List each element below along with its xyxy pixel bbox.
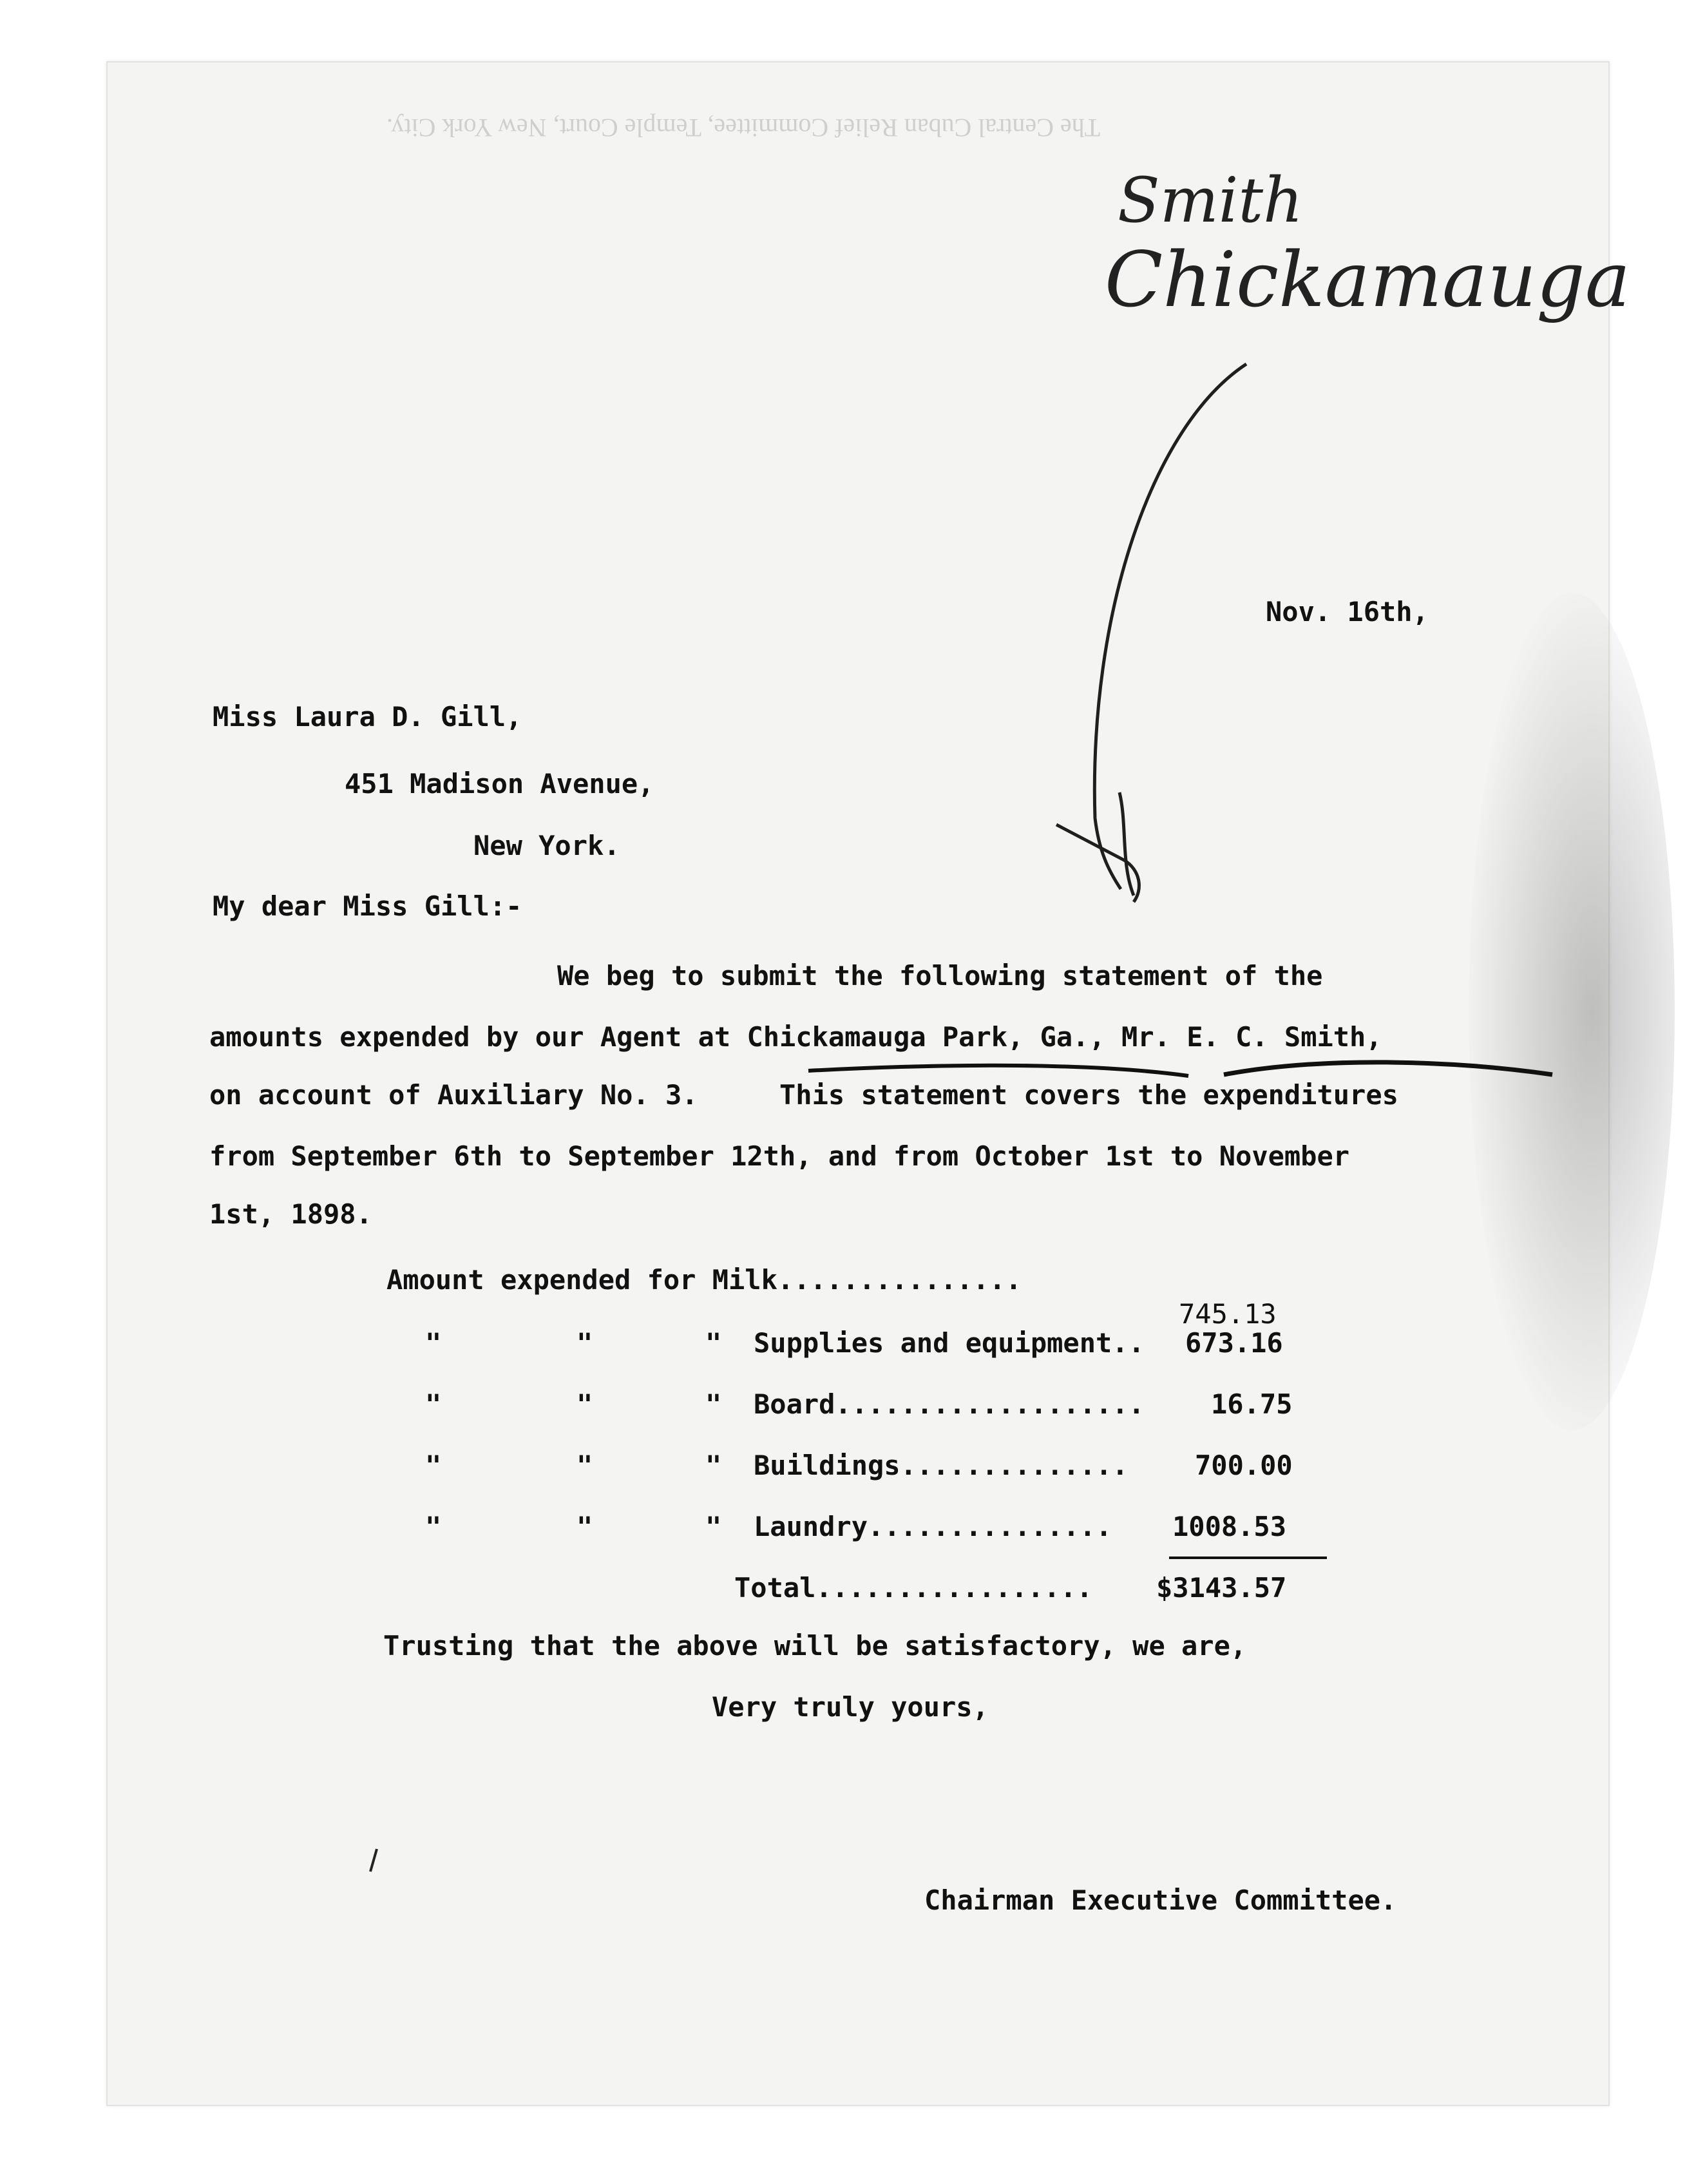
stray-mark (370, 1849, 377, 1872)
ditto-mark: " (576, 1511, 593, 1542)
letterhead-bleed-through: The Central Cuban Relief Committee, Temple Court, New York City. (386, 113, 1101, 142)
expense-label-laundry: Laundry............... (754, 1511, 1112, 1542)
ditto-mark: " (425, 1327, 442, 1359)
total-label: Total................. (734, 1572, 1093, 1604)
amount-buildings: 700.00 (1195, 1450, 1293, 1481)
ditto-mark: " (705, 1450, 722, 1481)
body-line-2 (209, 1021, 1382, 1053)
handwritten-name: Smith (1118, 164, 1303, 236)
ditto-mark: " (705, 1388, 722, 1420)
salutation: My dear Miss Gill:- (213, 890, 522, 922)
ditto-mark: " (425, 1450, 442, 1481)
recipient-city: New York. (473, 830, 620, 861)
ditto-mark: " (576, 1327, 593, 1359)
pen-stroke-check (1056, 792, 1139, 902)
handwritten-place: Chickamauga (1105, 235, 1631, 324)
amount-board: 16.75 (1211, 1388, 1293, 1420)
ditto-mark: " (576, 1450, 593, 1481)
body-line-5: 1st, 1898. (209, 1198, 372, 1230)
underline-agent-name (1224, 1062, 1552, 1075)
valediction: Very truly yours, (712, 1691, 989, 1723)
body-line-2-start: amounts expended by our Agent at (209, 1021, 747, 1053)
ditto-mark: " (705, 1327, 722, 1359)
expense-label-buildings: Buildings.............. (754, 1450, 1129, 1481)
signature-title: Chairman Executive Committee. (924, 1884, 1397, 1916)
expense-label-supplies: Supplies and equipment.. (754, 1327, 1145, 1359)
ditto-mark: " (425, 1511, 442, 1542)
body-line-4: from September 6th to September 12th, and from October 1st to November (209, 1140, 1350, 1172)
ditto-mark: " (576, 1388, 593, 1420)
total-amount: $3143.57 (1156, 1572, 1287, 1604)
place-name: Chickamauga Park, Ga., (747, 1021, 1105, 1053)
pen-stroke-arc (1094, 364, 1246, 889)
recipient-name: Miss Laura D. Gill, (213, 701, 522, 733)
recipient-street: 451 Madison Avenue, (345, 768, 654, 800)
body-line-3: on account of Auxiliary No. 3. This statement covers the expenditures (209, 1079, 1398, 1111)
body-line-1: We beg to submit the following statement of the (557, 960, 1323, 991)
letter-date: Nov. 16th, (1266, 596, 1429, 627)
ditto-mark: " (425, 1388, 442, 1420)
closing-line: Trusting that the above will be satisfactory, we are, (383, 1630, 1247, 1662)
underline-chickamauga-park (808, 1066, 1188, 1076)
amount-milk: 745.13 (1179, 1298, 1277, 1330)
amount-supplies: 673.16 (1185, 1327, 1283, 1359)
ditto-mark: " (705, 1511, 722, 1542)
expense-lead: Amount expended for Milk............... (386, 1264, 1022, 1296)
amount-laundry: 1008.53 (1172, 1511, 1287, 1542)
expense-label-board: Board................... (754, 1388, 1145, 1420)
agent-name: Mr. E. C. Smith, (1121, 1021, 1382, 1053)
